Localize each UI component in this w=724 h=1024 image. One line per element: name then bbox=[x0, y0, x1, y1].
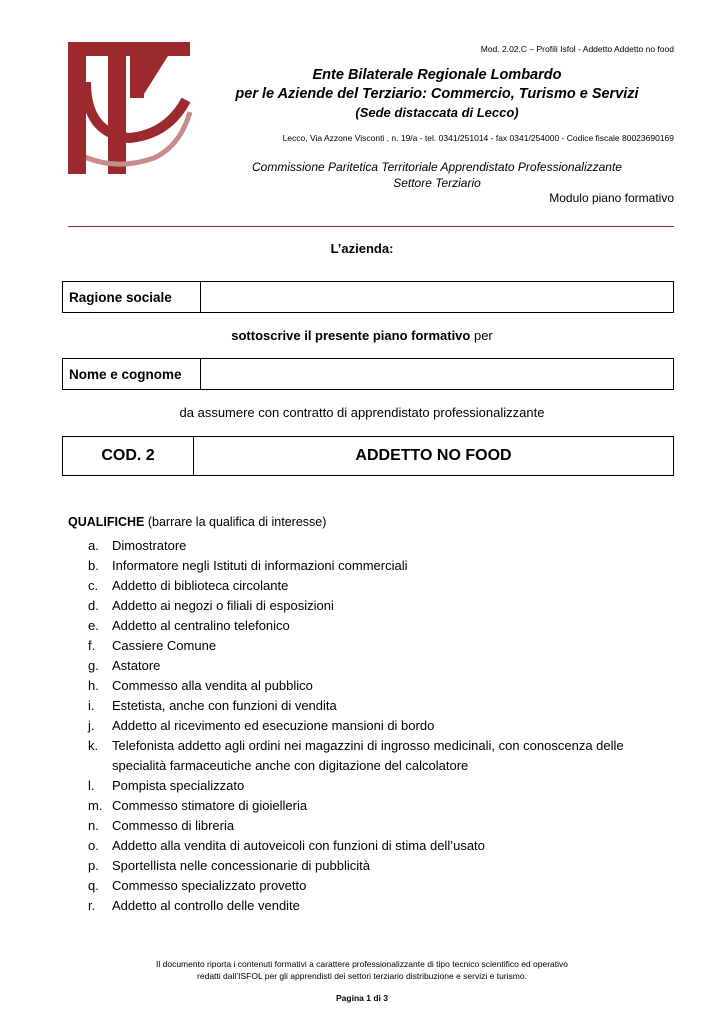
org-name: Ente Bilaterale Regionale Lombardo bbox=[312, 67, 562, 83]
organization-heading bbox=[200, 66, 674, 122]
item-text: Estetista, anche con funzioni di vendita bbox=[112, 698, 337, 713]
ragione-sociale-row bbox=[62, 281, 674, 313]
sottoscrive-statement bbox=[0, 328, 724, 343]
module-reference: Mod. 2.02.C – Profili Isfol - Addetto Addetto no food bbox=[480, 44, 674, 54]
item-text: Commesso specializzato provetto bbox=[112, 878, 307, 893]
commission-heading bbox=[200, 159, 674, 191]
item-letter: a. bbox=[88, 538, 99, 553]
list-item[interactable] bbox=[88, 716, 678, 736]
qualifiche-instruction: (barrare la qualifica di interesse) bbox=[144, 515, 327, 529]
list-item[interactable] bbox=[88, 696, 678, 716]
nome-cognome-row bbox=[62, 358, 674, 390]
sottoscrive-bold: sottoscrive il presente piano formativo bbox=[231, 328, 471, 343]
org-address: Lecco, Via Azzone Visconti , n. 19/a - tel. 0341/251014 - fax 0341/254000 - Codice fiscale 80023690169 bbox=[282, 133, 674, 143]
list-item[interactable] bbox=[88, 616, 678, 636]
list-item[interactable] bbox=[88, 576, 678, 596]
ragione-sociale-label: Ragione sociale bbox=[63, 282, 201, 312]
list-item[interactable] bbox=[88, 536, 678, 556]
item-text: Sportellista nelle concessionarie di pubblicità bbox=[112, 858, 370, 873]
qualifiche-heading bbox=[68, 515, 326, 529]
list-item[interactable] bbox=[88, 556, 678, 576]
item-letter: r. bbox=[88, 898, 96, 913]
list-item[interactable] bbox=[88, 896, 678, 916]
form-type-label: Modulo piano formativo bbox=[549, 191, 674, 205]
footer-note-line2: redatti dall’ISFOL per gli apprendisti dei settori terziario distribuzione e servizi e turismo. bbox=[197, 971, 527, 981]
item-text: Dimostratore bbox=[112, 538, 187, 553]
item-text: Commesso alla vendita al pubblico bbox=[112, 678, 313, 693]
item-letter: h. bbox=[88, 678, 99, 693]
list-item[interactable] bbox=[88, 776, 678, 796]
list-item[interactable] bbox=[88, 836, 678, 856]
item-letter: j. bbox=[88, 718, 95, 733]
nome-cognome-field[interactable] bbox=[201, 359, 673, 389]
item-letter: l. bbox=[88, 778, 95, 793]
list-item[interactable] bbox=[88, 676, 678, 696]
profile-code: COD. 2 bbox=[63, 437, 194, 475]
org-sector: per le Aziende del Terziario: Commercio, Turismo e Servizi bbox=[235, 86, 639, 102]
contract-statement: da assumere con contratto di apprendistato professionalizzante bbox=[179, 405, 545, 420]
ragione-sociale-field[interactable] bbox=[201, 282, 673, 312]
profile-code-box bbox=[62, 436, 674, 476]
qualifiche-list bbox=[88, 536, 678, 916]
list-item[interactable] bbox=[88, 636, 678, 656]
item-text: Addetto di biblioteca circolante bbox=[112, 578, 289, 593]
item-letter: f. bbox=[88, 638, 96, 653]
list-item[interactable] bbox=[88, 736, 678, 776]
item-text: Commesso stimatore di gioielleria bbox=[112, 798, 308, 813]
item-letter: i. bbox=[88, 698, 95, 713]
commission-sector: Settore Terziario bbox=[393, 176, 481, 190]
sottoscrive-rest: per bbox=[470, 328, 493, 343]
item-letter: k. bbox=[88, 738, 99, 753]
item-letter: d. bbox=[88, 598, 99, 613]
item-letter: e. bbox=[88, 618, 99, 633]
footer-note bbox=[100, 958, 624, 982]
footer-note-line1: Il documento riporta i contenuti formativi a carattere professionalizzante di tipo tecnico scientifico ed operativo bbox=[156, 959, 568, 969]
list-item[interactable] bbox=[88, 856, 678, 876]
item-text: Cassiere Comune bbox=[112, 638, 217, 653]
item-letter: o. bbox=[88, 838, 99, 853]
item-letter: q. bbox=[88, 878, 99, 893]
list-item[interactable] bbox=[88, 816, 678, 836]
item-letter: c. bbox=[88, 578, 99, 593]
item-text: Addetto al ricevimento ed esecuzione mansioni di bordo bbox=[112, 718, 435, 733]
azienda-heading: L’azienda: bbox=[330, 241, 394, 256]
item-text: Addetto al centralino telefonico bbox=[112, 618, 290, 633]
list-item[interactable] bbox=[88, 796, 678, 816]
org-branch: (Sede distaccata di Lecco) bbox=[355, 105, 519, 120]
item-letter: m. bbox=[88, 798, 103, 813]
item-text: Telefonista addetto agli ordini nei magazzini di ingrosso medicinali, con conoscenza delle specialità farmaceutiche anche con digitazione del calcolatore bbox=[112, 738, 624, 773]
item-text: Astatore bbox=[112, 658, 161, 673]
list-item[interactable] bbox=[88, 876, 678, 896]
item-text: Commesso di libreria bbox=[112, 818, 235, 833]
page-number: Pagina 1 di 3 bbox=[336, 993, 388, 1003]
nome-cognome-label: Nome e cognome bbox=[63, 359, 201, 389]
commission-name: Commissione Paritetica Territoriale Apprendistato Professionalizzante bbox=[252, 160, 622, 174]
profile-title: ADDETTO NO FOOD bbox=[355, 447, 512, 464]
list-item[interactable] bbox=[88, 656, 678, 676]
list-item[interactable] bbox=[88, 596, 678, 616]
item-text: Addetto ai negozi o filiali di esposizioni bbox=[112, 598, 334, 613]
item-letter: g. bbox=[88, 658, 99, 673]
item-text: Addetto alla vendita di autoveicoli con funzioni di stima dell’usato bbox=[112, 838, 485, 853]
ebr-logo-icon bbox=[68, 42, 192, 174]
item-text: Informatore negli Istituti di informazioni commerciali bbox=[112, 558, 408, 573]
item-text: Pompista specializzato bbox=[112, 778, 245, 793]
qualifiche-label: QUALIFICHE bbox=[68, 515, 145, 529]
item-letter: n. bbox=[88, 818, 99, 833]
item-text: Addetto al controllo delle vendite bbox=[112, 898, 300, 913]
item-letter: p. bbox=[88, 858, 99, 873]
item-letter: b. bbox=[88, 558, 99, 573]
header-divider bbox=[68, 226, 674, 227]
